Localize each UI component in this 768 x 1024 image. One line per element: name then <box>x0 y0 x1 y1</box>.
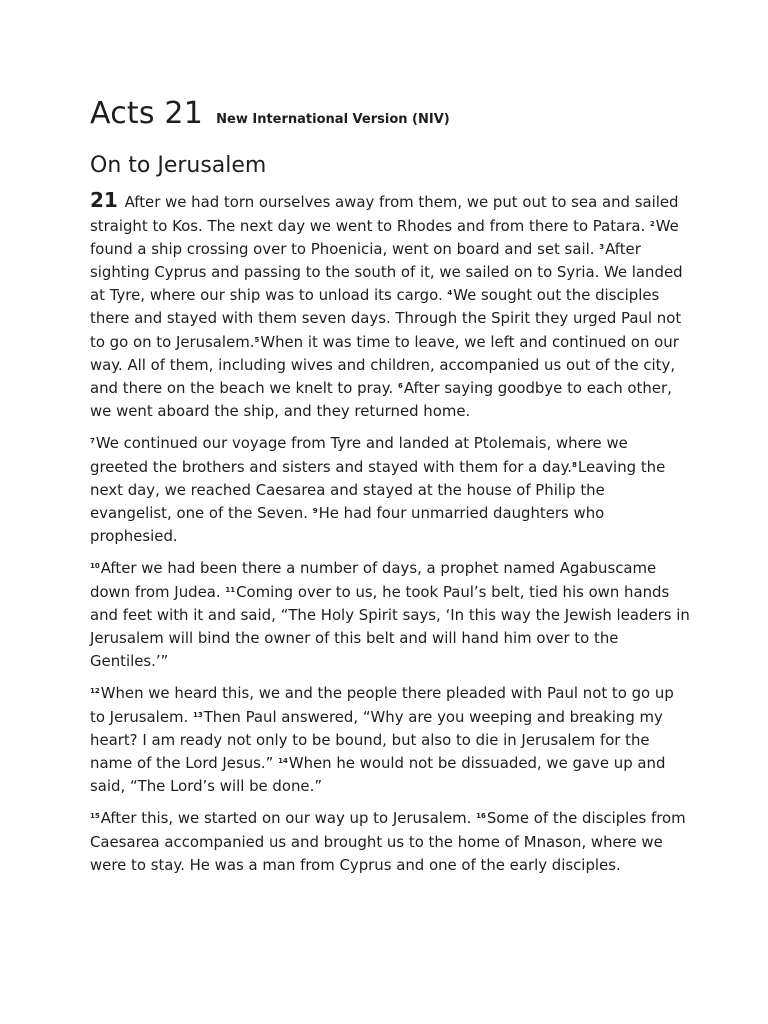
verse-number: 7 <box>90 437 95 446</box>
verse-number: 5 <box>254 335 260 344</box>
verse-number: 4 <box>447 289 453 298</box>
verse-text: After we had torn ourselves away from them, we put out to sea and sailed straight to Kos. The next day we went to Rhodes and from there to Patara. <box>90 193 679 235</box>
verse-number: 8 <box>572 460 577 469</box>
verse-text: After sighting Cyprus and passing to the south of it, we sailed on to Syria. We landed at Tyre, where our ship was to unload its cargo. <box>90 239 683 305</box>
verse-number: 12 <box>90 687 100 696</box>
verse-number: 6 <box>397 382 403 391</box>
page-title <box>90 96 690 129</box>
paragraph <box>90 682 690 798</box>
verse-text: Leaving the next day, we reached Caesarea and stayed at the house of Philip the evangelist, one of the Seven. <box>90 457 666 523</box>
verse-text: We continued our voyage from Tyre and landed at Ptolemais, where we greeted the brothers and sisters and stayed with them for a day. <box>90 434 628 476</box>
verse-text: When we heard this, we and the people there pleaded with Paul not to go up to Jerusalem. <box>90 684 674 726</box>
verse-number: 16 <box>476 812 486 821</box>
verse-text: After this, we started on our way up to Jerusalem. <box>100 809 477 828</box>
verse-number: 11 <box>225 585 236 594</box>
verse-text: Coming over to us, he took Paul’s belt, tied his own hands and feet with it and said, “The Holy Spirit says, ‘In this way the Jewish leaders in Jerusalem will bind the owner of this belt and will hand him over to the Gentiles.’” <box>90 582 690 671</box>
verse-number: 10 <box>90 562 100 571</box>
document-page <box>90 96 690 886</box>
verse-text: We sought out the disciples there and stayed with them seven days. Through the Spirit they urged Paul not to go on to Jerusalem. <box>90 286 682 351</box>
paragraph <box>90 557 690 673</box>
verse-text: When he would not be dissuaded, we gave up and said, “The Lord’s will be done.” <box>90 754 666 796</box>
paragraph <box>90 432 690 548</box>
paragraph <box>90 807 690 877</box>
verse-number: 13 <box>192 710 203 719</box>
verse-text: Then Paul answered, “Why are you weeping and breaking my heart? I am ready not only to be bound, but also to die in Jerusalem for the name of the Lord Jesus.” <box>90 707 663 773</box>
verse-text: Some of the disciples from Caesarea accompanied us and brought us to the home of Mnason, where we were to stay. He was a man from Cyprus and one of the early disciples. <box>90 809 686 874</box>
verse-text: We found a ship crossing over to Phoenicia, went on board and set sail. <box>90 216 679 258</box>
verse-text: After we had been there a number of days, a prophet named Agabuscame down from Judea. <box>90 559 657 601</box>
verse-text: He had four unmarried daughters who prophesied. <box>90 504 605 546</box>
verse-number: 15 <box>90 812 100 821</box>
verse-text: After saying goodbye to each other, we went aboard the ship, and they returned home. <box>90 379 672 421</box>
verse-number: 3 <box>599 242 605 251</box>
verse-number: 9 <box>312 507 318 516</box>
chapter-number: 21 <box>90 188 118 213</box>
verse-number: 2 <box>649 219 655 228</box>
book-chapter-title: Acts 21 <box>90 96 203 131</box>
verse-number: 14 <box>278 757 288 766</box>
version-label: New International Version (NIV) <box>216 112 450 127</box>
paragraph <box>90 189 690 423</box>
section-heading: On to Jerusalem <box>90 153 267 178</box>
verse-text: When it was time to leave, we left and continued on our way. All of them, including wives and children, accompanied us out of the city, and there on the beach we knelt to pray. <box>90 332 679 398</box>
passage-body <box>90 189 690 877</box>
